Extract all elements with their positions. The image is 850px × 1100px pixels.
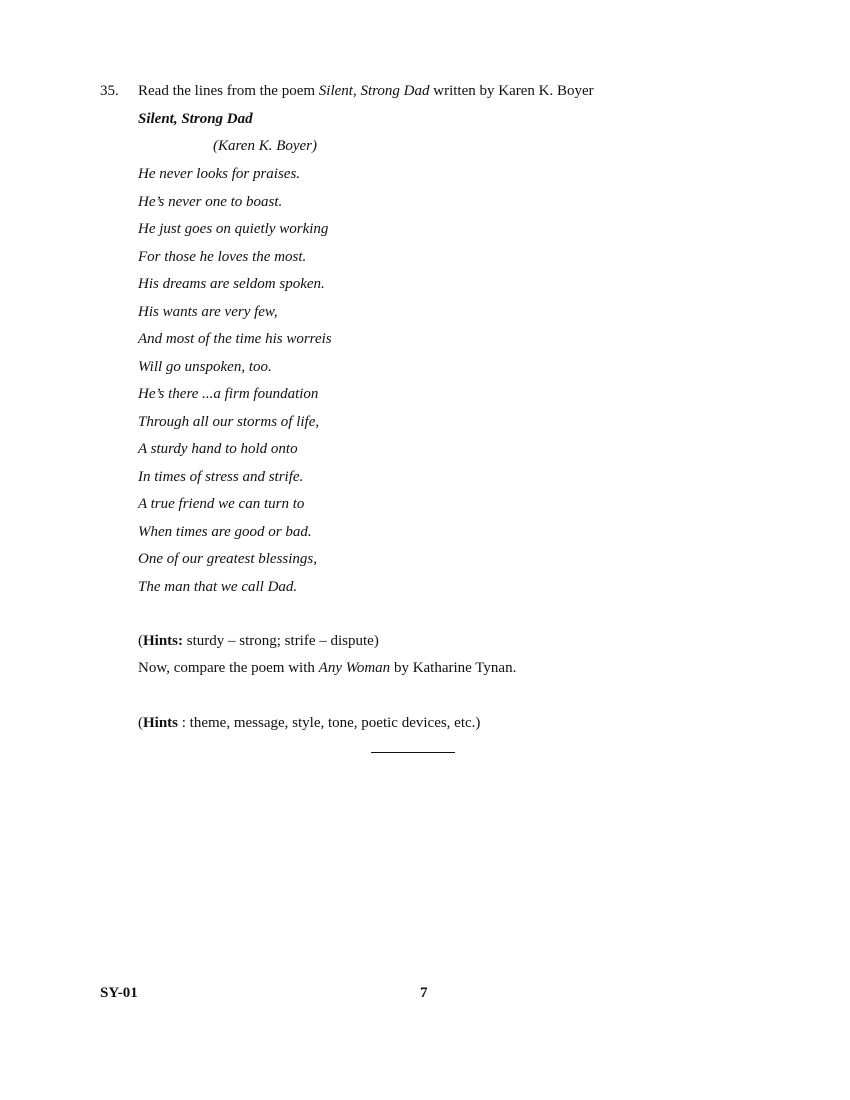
poem-line: He’s there ...a firm foundation <box>138 386 319 402</box>
page-number: 7 <box>420 985 428 1001</box>
vocabulary-hint-open: ( <box>138 633 143 649</box>
poem-line: He’s never one to boast. <box>138 193 283 210</box>
poem-line: The man that we call Dad. <box>138 578 298 595</box>
poem-line: He just goes on quietly working <box>138 221 329 237</box>
poem-line: When times are good or bad. <box>138 523 312 540</box>
compare-instruction-prefix: Now, compare the poem with <box>138 660 319 676</box>
answer-hint-label: Hints <box>143 715 179 731</box>
question-number: 35. <box>100 83 119 99</box>
answer-hint-open: ( <box>138 715 143 731</box>
poem-author: (Karen K. Boyer) <box>213 138 318 154</box>
vocabulary-hint-label: Hints: <box>143 633 184 649</box>
poem-lines <box>138 165 332 605</box>
question-intro-poem-title: Silent, Strong Dad <box>318 83 430 99</box>
poem-line: A sturdy hand to hold onto <box>138 441 298 457</box>
answer-hint-text: : theme, message, style, tone, poetic devices, etc.) <box>178 715 481 731</box>
end-of-question-rule <box>371 752 455 753</box>
question-intro-suffix: written by Karen K. Boyer <box>429 83 594 99</box>
poem-line: For those he loves the most. <box>138 248 307 265</box>
poem-line: He never looks for praises. <box>138 166 301 182</box>
question-intro-prefix: Read the lines from the poem <box>138 83 319 99</box>
poem-line: A true friend we can turn to <box>138 496 305 512</box>
poem-title: Silent, Strong Dad <box>138 111 253 127</box>
poem-line: And most of the time his worreis <box>138 331 332 347</box>
poem-line: In times of stress and strife. <box>138 468 304 485</box>
vocabulary-hint-text: sturdy – strong; strife – dispute) <box>183 633 379 649</box>
poem-line: Through all our storms of life, <box>138 413 320 430</box>
paper-code: SY-01 <box>100 985 138 1001</box>
question-intro <box>138 83 594 100</box>
poem-line: His wants are very few, <box>138 303 278 320</box>
poem-line: His dreams are seldom spoken. <box>138 276 325 292</box>
poem-line: One of our greatest blessings, <box>138 551 318 567</box>
compare-instruction-suffix: by Katharine Tynan. <box>390 660 517 676</box>
vocabulary-hint <box>138 633 379 650</box>
compare-instruction <box>138 660 516 677</box>
compare-poem-title: Any Woman <box>318 660 391 676</box>
answer-hint <box>138 715 480 732</box>
poem-line: Will go unspoken, too. <box>138 358 272 375</box>
